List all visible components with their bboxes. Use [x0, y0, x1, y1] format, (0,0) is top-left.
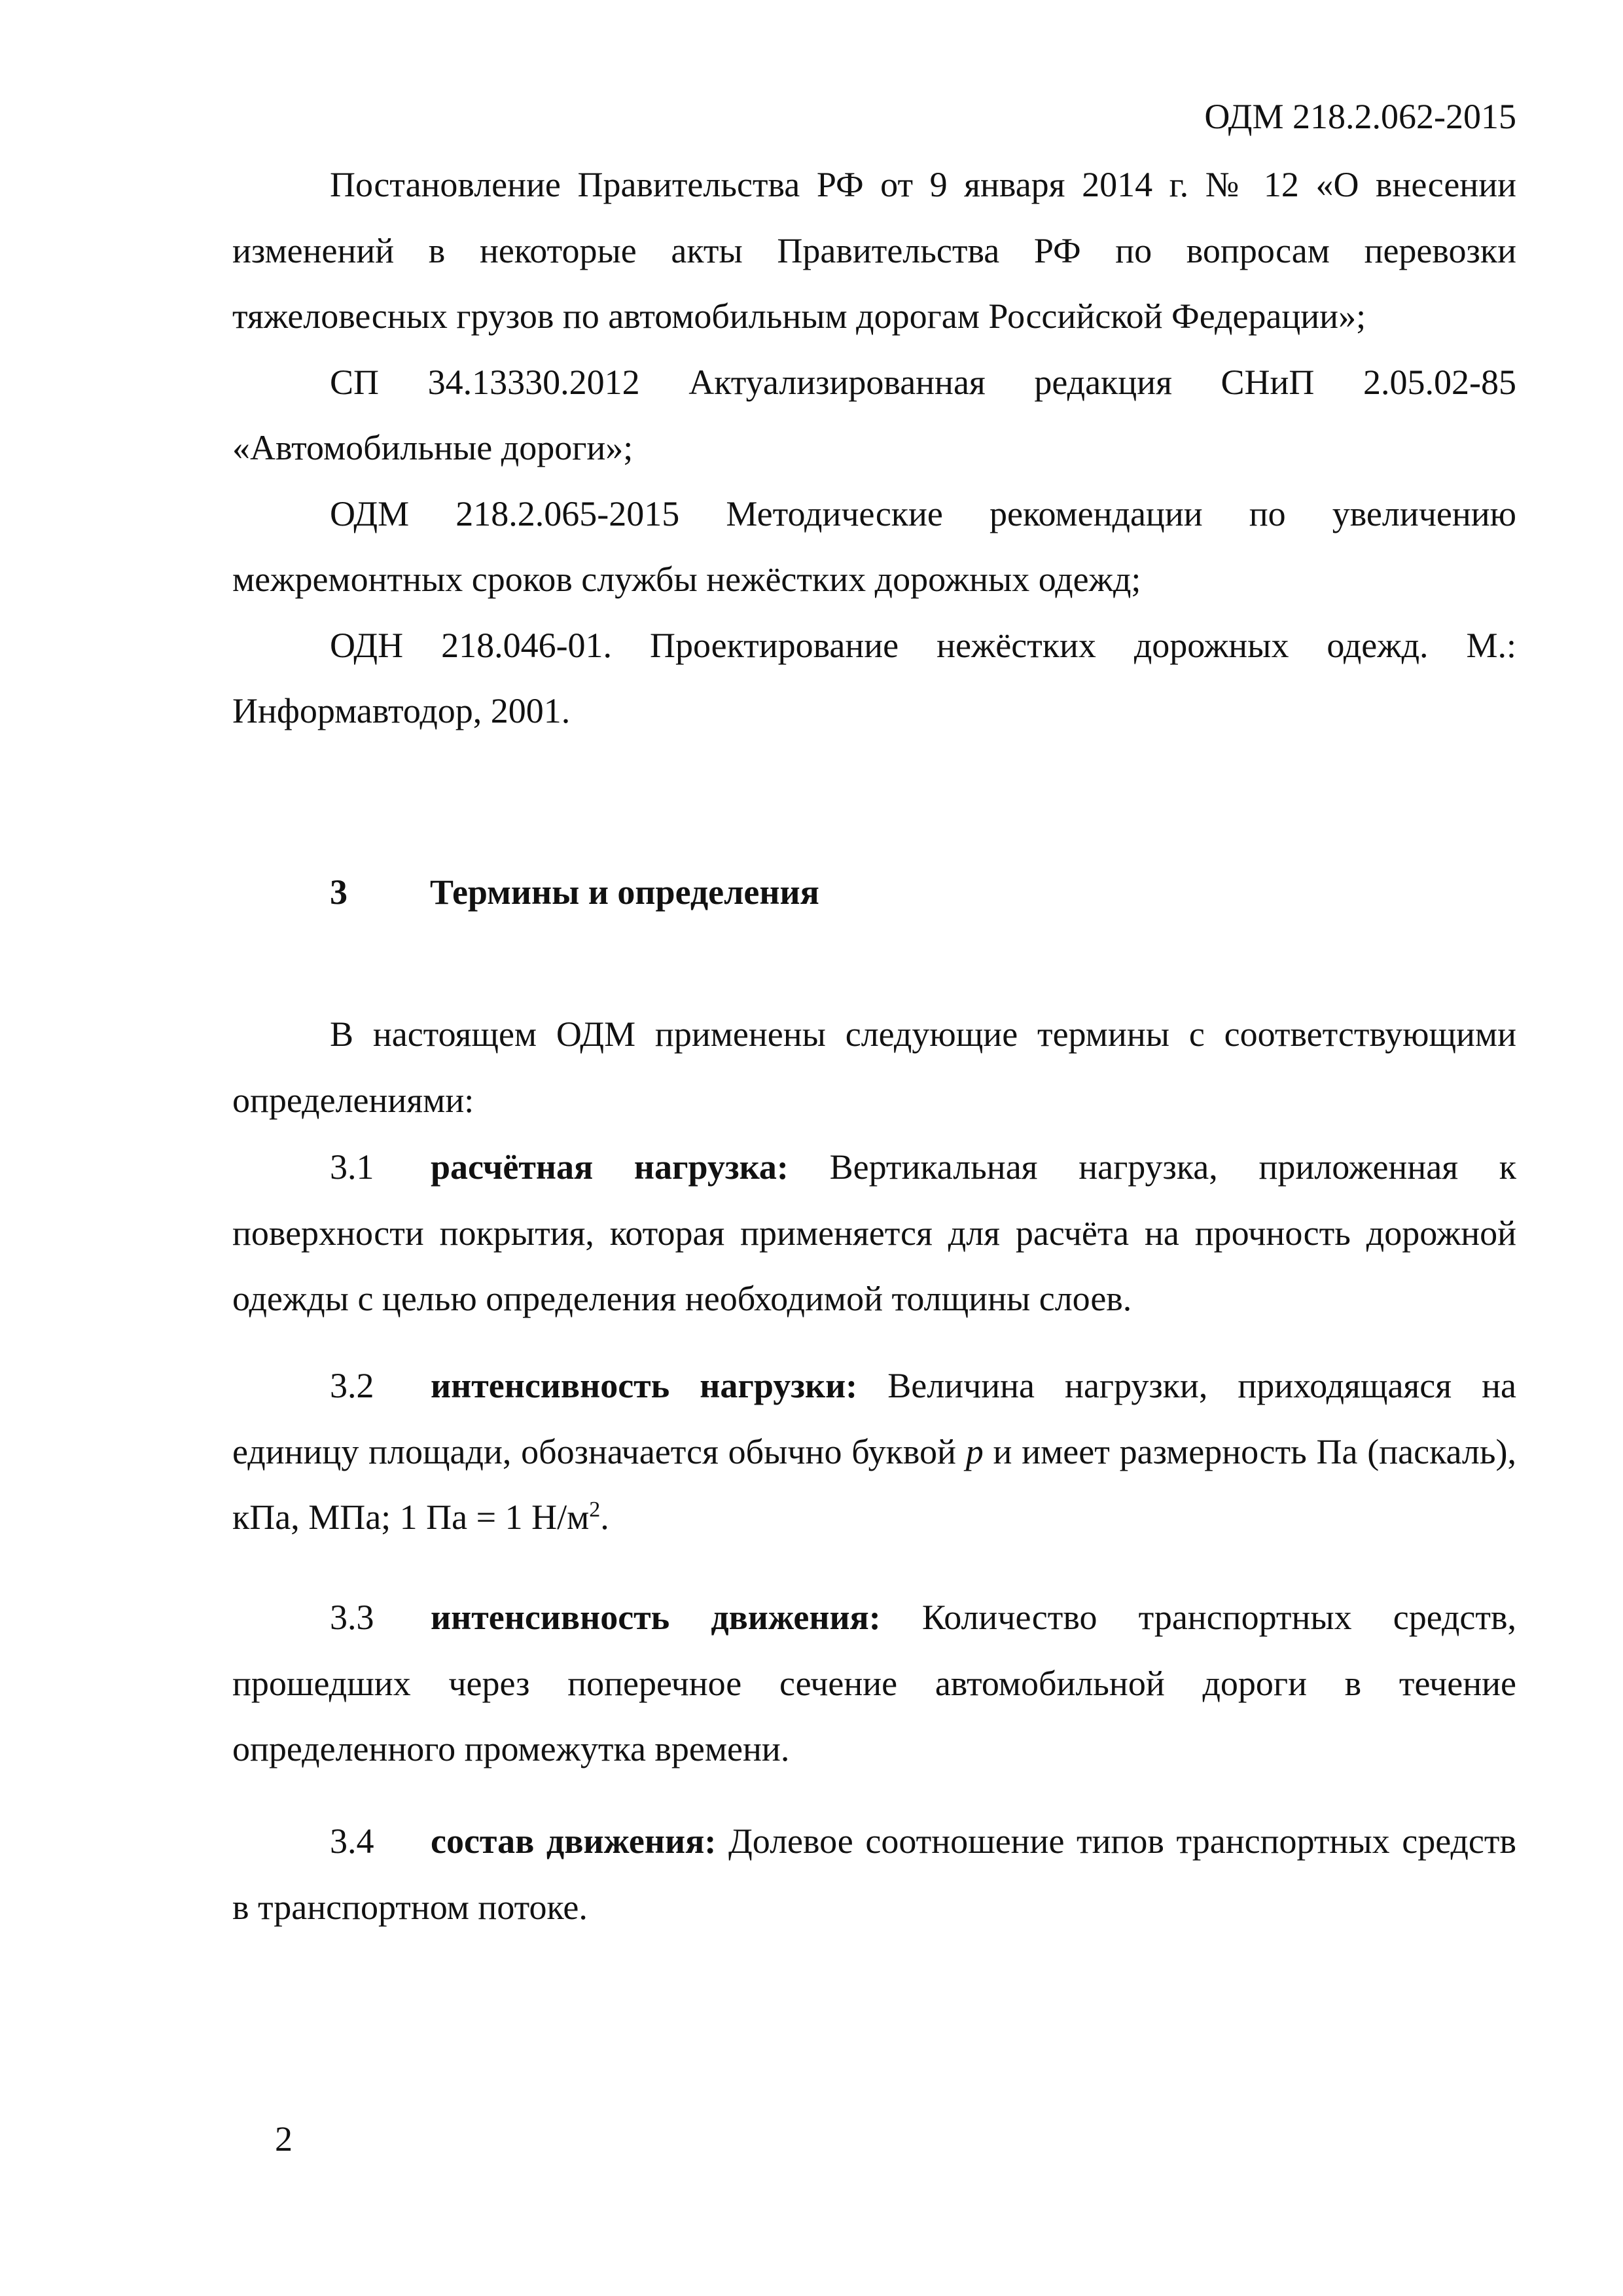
term-paragraph: [232, 1134, 1516, 1332]
term-number: 3.2: [330, 1366, 374, 1405]
section-intro-block: [232, 1001, 1516, 1133]
term-definition: Количество транспортных средств, прошедших через поперечное сечение автомобильной дороги в течение определенного промежутка времени.: [232, 1598, 1516, 1768]
term-name: интенсивность движения:: [431, 1598, 881, 1637]
reference-item: СП 34.13330.2012 Актуализированная редакция СНиП 2.05.02-85 «Автомобильные дороги»;: [232, 362, 1516, 467]
term-name: состав движения:: [431, 1821, 717, 1861]
section-heading: [330, 869, 819, 916]
term-number: 3.3: [330, 1598, 374, 1637]
page-number: 2: [275, 2119, 293, 2159]
term-definition-3-2: [232, 1353, 1516, 1551]
term-definition: Долевое соотношение типов транспортных средств в транспортном потоке.: [232, 1821, 1516, 1927]
section-intro: В настоящем ОДМ применены следующие термины с соответствующими определениями:: [232, 1014, 1516, 1120]
section-number: 3: [330, 872, 348, 912]
reference-item: ОДМ 218.2.065-2015 Методические рекомендации по увеличению межремонтных сроков службы нежёстких дорожных одежд;: [232, 493, 1516, 599]
section-title: Термины и определения: [430, 872, 819, 912]
reference-item: Постановление Правительства РФ от 9 января 2014 г. № 12 «О внесении изменений в некоторые акты Правительства РФ по вопросам перевозки тяжеловесных грузов по автомобильным дорогам Российской Федерации»;: [232, 165, 1516, 336]
term-definition-3-4: [232, 1808, 1516, 1940]
term-number: 3.1: [330, 1147, 374, 1187]
term-definition-part: Величина нагрузки, приходящаяся на единицу площади, обозначается обычно буквой: [232, 1366, 1516, 1471]
reference-item: ОДН 218.046-01. Проектирование нежёстких дорожных одежд. М.: Информавтодор, 2001.: [232, 625, 1516, 730]
term-paragraph: [232, 1808, 1516, 1940]
unit-superscript: 2: [589, 1498, 601, 1522]
term-symbol: p: [965, 1431, 984, 1471]
term-number: 3.4: [330, 1821, 374, 1861]
term-name: расчётная нагрузка:: [431, 1147, 789, 1187]
term-paragraph: [232, 1585, 1516, 1782]
term-definition-end: .: [600, 1498, 609, 1537]
term-definition-part: и имеет размерность Па (паскаль), кПа, МПа; 1 Па = 1 Н/м: [232, 1431, 1516, 1537]
term-definition-3-1: [232, 1134, 1516, 1332]
document-code-header: ОДМ 218.2.062-2015: [1204, 97, 1516, 136]
term-paragraph: [232, 1353, 1516, 1551]
references-block: [232, 152, 1516, 744]
term-definition: Вертикальная нагрузка, приложенная к поверхности покрытия, которая применяется для расчёта на прочность дорожной одежды с целью определения необходимой толщины слоев.: [232, 1147, 1516, 1318]
term-definition-3-3: [232, 1585, 1516, 1782]
term-name: интенсивность нагрузки:: [431, 1366, 858, 1405]
